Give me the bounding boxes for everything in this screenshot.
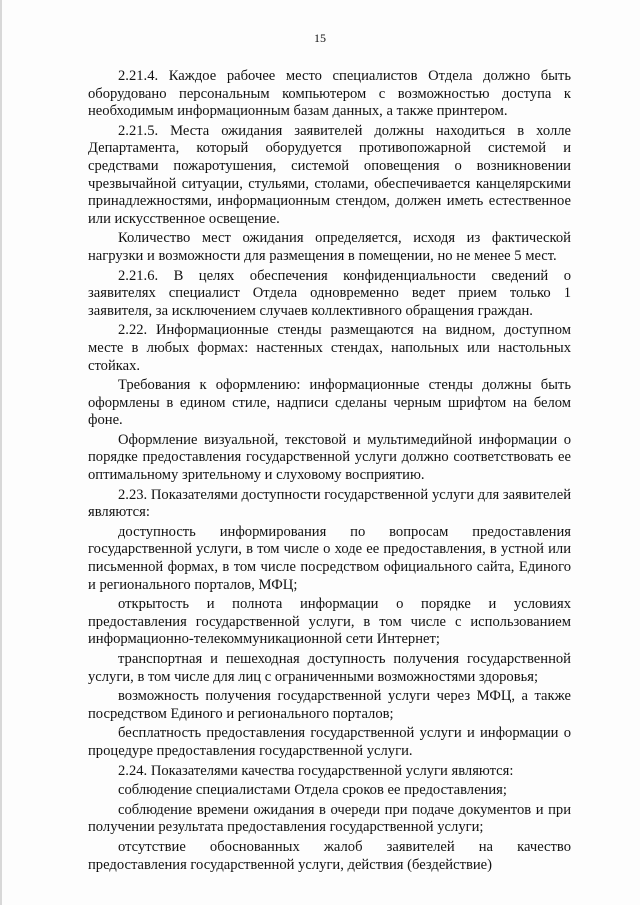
paragraph: открытость и полнота информации о порядке и условиях предоставления государственной услуги, в том числе с использованием информационно-телекоммуникационной сети Интернет; <box>88 596 571 648</box>
paragraph: 2.22. Информационные стенды размещаются на видном, доступном месте в любых формах: настенных стендах, напольных или настольных стойках. <box>88 322 571 374</box>
paragraph: Оформление визуальной, текстовой и мультимедийной информации о порядке предоставления государственной услуги должно соответствовать ее оптимальному зрительному и слуховому восприятию. <box>88 431 571 484</box>
paragraph: 2.21.4. Каждое рабочее место специалистов Отдела должно быть оборудовано персональным компьютером с возможностью доступа к необходимым информационным базам данных, а также принтером. <box>88 68 571 120</box>
paragraph: доступность информирования по вопросам предоставления государственной услуги, в том числе о ходе ее предоставления, в устной или письменной формах, в том числе посредством официального сайта, Единого и регионального порталов, МФЦ; <box>88 523 571 593</box>
paragraph: 2.24. Показателями качества государственной услуги являются: <box>118 762 514 779</box>
paragraph: 2.23. Показателями доступности государственной услуги для заявителей являются: <box>88 486 571 521</box>
paragraph: Требования к оформлению: информационные стенды должны быть оформлены в едином стиле, надписи сделаны черным шрифтом на белом фоне. <box>88 377 571 429</box>
paragraph: 2.21.5. Места ожидания заявителей должны находиться в холле Департамента, который оборудуется противопожарной системой и средствами пожаротушения, системой оповещения о возникновении чрезвычайной ситуации, стульями, столами, обеспечивается канцелярскими принадлежностями, информационным стендом, должен иметь естественное или искусственное освещение. <box>88 122 571 227</box>
paragraph: Количество мест ожидания определяется, исходя из фактической нагрузки и возможности для размещения в помещении, но не менее 5 мест. <box>88 230 571 264</box>
paragraph: бесплатность предоставления государственной услуги и информации о процедуре предоставления государственной услуги. <box>88 725 571 759</box>
paragraph: соблюдение времени ожидания в очереди при подаче документов и при получении результата предоставления государственной услуги; <box>88 801 571 836</box>
paragraph: соблюдение специалистами Отдела сроков ее предоставления; <box>118 782 507 799</box>
paragraph: возможность получения государственной услуги через МФЦ, а также посредством Единого и регионального порталов; <box>88 688 571 722</box>
paragraph: 2.21.6. В целях обеспечения конфиденциальности сведений о заявителях специалист Отдела одновременно ведет прием только 1 заявителя, за исключением случаев коллективного обращения граждан. <box>88 267 571 319</box>
document-body <box>88 68 571 876</box>
paragraph: отсутствие обоснованных жалоб заявителей на качество предоставления государственной услуги, действия (бездействие) <box>88 838 571 873</box>
page-number: 15 <box>314 31 326 45</box>
scan-edge <box>0 0 2 905</box>
paragraph: транспортная и пешеходная доступность получения государственной услуги, в том числе для лиц с ограниченными возможностями здоровья; <box>88 651 571 685</box>
